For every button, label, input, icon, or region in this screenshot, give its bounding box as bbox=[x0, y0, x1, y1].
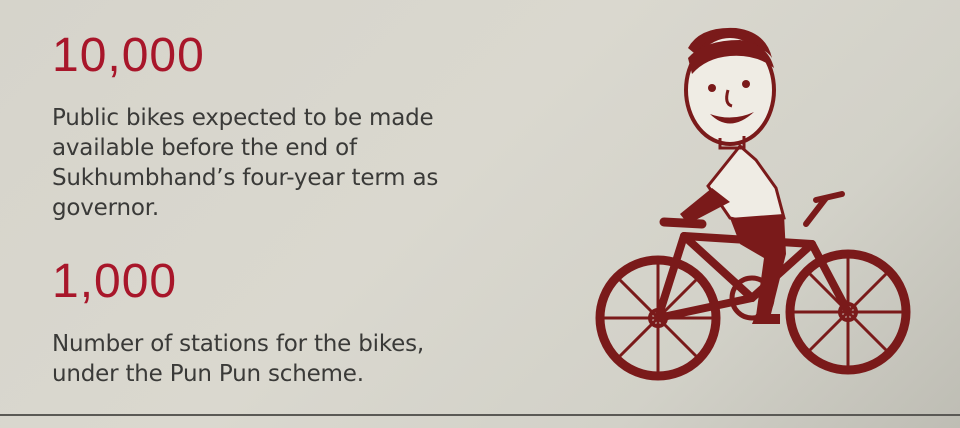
stat-description-bikes-text: Public bikes expected to be made available before the end of Sukhumbhand’s four-year term as governor. bbox=[52, 105, 439, 221]
stat-description-bikes bbox=[52, 103, 472, 223]
stat-block-bikes bbox=[52, 29, 472, 223]
stat-description-stations-text: Number of stations for the bikes, under the Pun Pun scheme. bbox=[52, 331, 424, 387]
stat-number-stations: 1,000 bbox=[52, 255, 178, 308]
stat-description-stations bbox=[52, 329, 472, 389]
cyclist-caricature-icon bbox=[580, 18, 930, 398]
stat-block-stations bbox=[52, 255, 472, 389]
stat-number-bikes: 10,000 bbox=[52, 29, 205, 82]
bottom-divider bbox=[0, 414, 960, 416]
